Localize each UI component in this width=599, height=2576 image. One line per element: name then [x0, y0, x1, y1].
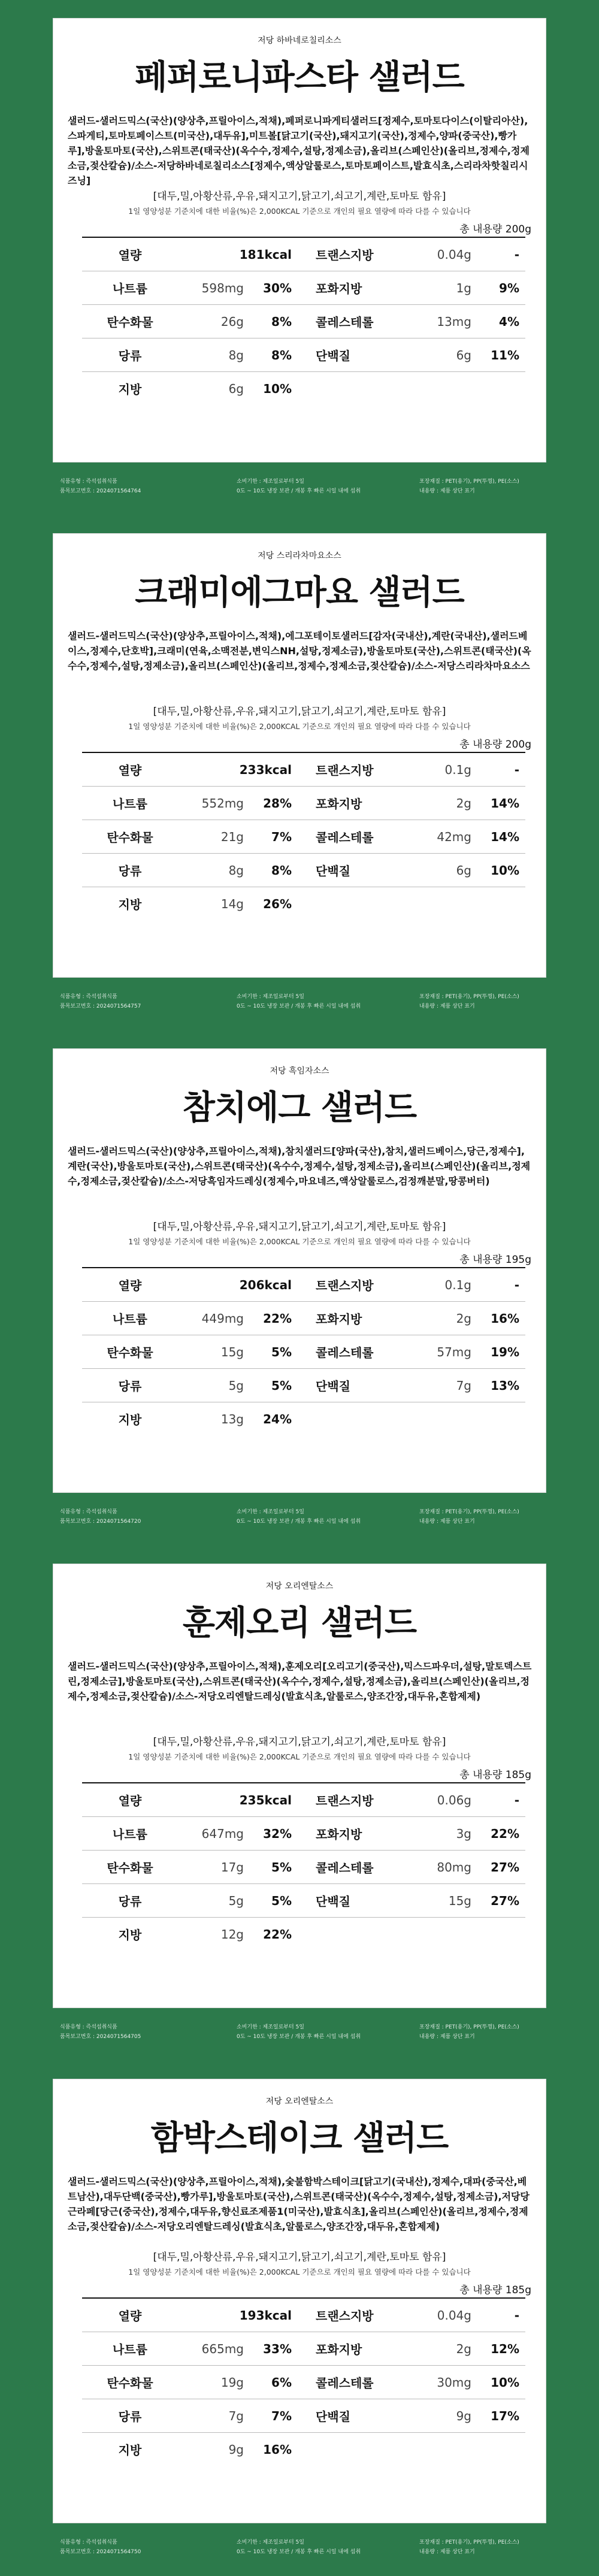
kcal-value: 235kcal	[239, 1792, 292, 1807]
cholesterol-label: 콜레스테롤	[316, 315, 374, 329]
carbs-label: 탄수화물	[107, 830, 153, 845]
daily-value-note: 1일 영양성분 기준치에 대한 비율(%)은 2,000KCAL 기준으로 개인의 필요 열량에 따라 다를 수 있습니다	[128, 1752, 471, 1761]
sugar-label: 당류	[118, 864, 142, 878]
sodium-label: 나트륨	[113, 1827, 147, 1842]
cholesterol-percent: 14%	[491, 829, 519, 844]
sodium-percent: 28%	[263, 796, 292, 811]
shelf-life: 소비기한 : 제조일로부터 5일	[237, 2539, 304, 2545]
sodium-amount: 449mg	[201, 1311, 244, 1326]
sodium-amount: 598mg	[201, 280, 244, 295]
shelf-life: 소비기한 : 제조일로부터 5일	[237, 479, 304, 485]
nutrition-row	[82, 2433, 525, 2466]
kcal-label: 열량	[118, 763, 142, 778]
protein-percent: 17%	[491, 2408, 519, 2423]
nutrition-row	[82, 2399, 525, 2433]
food-type: 식품유형 : 즉석섭취식품	[60, 994, 117, 1000]
carbs-label: 탄수화물	[107, 315, 153, 329]
product-section	[0, 1546, 599, 2061]
protein-amount: 7g	[456, 1378, 471, 1393]
sat-fat-label: 포화지방	[316, 282, 362, 296]
trans-fat-percent: -	[514, 1277, 519, 1292]
sugar-label: 당류	[118, 1894, 142, 1909]
nutrition-row	[82, 271, 525, 305]
sat-fat-label: 포화지방	[316, 1827, 362, 1842]
sat-fat-label: 포화지방	[316, 1312, 362, 1326]
sugar-percent: 5%	[271, 1378, 292, 1393]
product-section	[0, 1030, 599, 1546]
sat-fat-amount: 2g	[456, 1311, 471, 1326]
carbs-label: 탄수화물	[107, 1346, 153, 1360]
sugar-amount: 8g	[228, 863, 244, 878]
nutrition-table	[82, 1782, 525, 1951]
footer-product-info	[60, 1507, 141, 1526]
daily-value-note: 1일 영양성분 기준치에 대한 비율(%)은 2,000KCAL 기준으로 개인의 필요 열량에 따라 다를 수 있습니다	[128, 2267, 471, 2276]
protein-label: 단백질	[316, 864, 350, 878]
total-weight: 총 내용량 185g	[459, 2284, 531, 2296]
report-number: 품목보고번호 : 2024071564757	[60, 1003, 141, 1009]
nutrition-table	[82, 752, 525, 920]
nutrition-label-panel	[53, 1048, 546, 1493]
food-type: 식품유형 : 즉석섭취식품	[60, 1509, 117, 1515]
fat-amount: 6g	[228, 381, 244, 396]
sugar-percent: 5%	[271, 1893, 292, 1908]
sodium-percent: 32%	[263, 1826, 292, 1841]
cholesterol-amount: 13mg	[437, 314, 471, 329]
packaging-material: 포장재질 : PET(용기), PP(뚜껑), PE(소스)	[419, 2024, 519, 2030]
carbs-percent: 5%	[271, 1860, 292, 1874]
trans-fat-amount: 0.04g	[437, 247, 471, 262]
sugar-amount: 8g	[228, 347, 244, 362]
product-title: 페퍼로니파스타 샐러드	[135, 58, 464, 97]
kcal-label: 열량	[118, 2309, 142, 2323]
cholesterol-amount: 57mg	[437, 1344, 471, 1359]
protein-percent: 11%	[491, 347, 519, 362]
shelf-life: 소비기한 : 제조일로부터 5일	[237, 2024, 304, 2030]
carbs-amount: 21g	[220, 829, 244, 844]
kcal-value: 193kcal	[239, 2308, 292, 2323]
protein-label: 단백질	[316, 349, 350, 363]
cholesterol-label: 콜레스테롤	[316, 2376, 374, 2390]
sauce-subtitle: 저당 오리엔탈소스	[265, 2097, 334, 2106]
fat-label: 지방	[118, 382, 142, 397]
trans-fat-percent: -	[514, 247, 519, 262]
fat-label: 지방	[118, 2443, 142, 2457]
daily-value-note: 1일 영양성분 기준치에 대한 비율(%)은 2,000KCAL 기준으로 개인의 필요 열량에 따라 다를 수 있습니다	[128, 1237, 471, 1246]
fat-percent: 16%	[263, 2442, 292, 2457]
nutrition-row	[82, 1783, 525, 1817]
ingredients-text: 샐러드-샐러드믹스(국산)(양상추,프릴아이스,적채),페퍼로니파게티샐러드[정제수,토마토다이스(이탈리아산),스파게티,토마토페이스트(미국산),대두유],미트볼[닭고기(국산),돼지고기(국산),정제수,양파(중국산),빵가루],방울토마토(국산),스위트콘(태국산)(옥수수,정제수,설탕,정제소금),올리브(스페인산)(올리브,정제수,정제소금,젖산칼슘)/소스-저당하바네로칠리소스[정제수,액상알룰로스,토마토페이스트,발효식초,스리라차핫칠리시즈닝]	[68, 115, 530, 186]
nutrition-row	[82, 787, 525, 820]
packaging-material: 포장재질 : PET(용기), PP(뚜껑), PE(소스)	[419, 994, 519, 1000]
footer-product-info	[60, 2538, 141, 2557]
sodium-percent: 30%	[263, 280, 292, 295]
carbs-amount: 19g	[220, 2375, 244, 2390]
footer-package-info	[419, 992, 519, 1011]
sat-fat-amount: 3g	[456, 1826, 471, 1841]
protein-percent: 10%	[491, 863, 519, 878]
carbs-amount: 17g	[220, 1860, 244, 1874]
fat-percent: 24%	[263, 1411, 292, 1426]
carbs-percent: 5%	[271, 1344, 292, 1359]
carbs-percent: 7%	[271, 829, 292, 844]
sugar-amount: 5g	[228, 1893, 244, 1908]
cholesterol-amount: 42mg	[437, 829, 471, 844]
product-title: 함박스테이크 샐러드	[150, 2119, 449, 2158]
fat-amount: 14g	[220, 896, 244, 911]
protein-percent: 27%	[491, 1893, 519, 1908]
trans-fat-label: 트랜스지방	[316, 1278, 374, 1293]
carbs-label: 탄수화물	[107, 2376, 153, 2390]
cholesterol-percent: 10%	[491, 2375, 519, 2390]
nutrition-table	[82, 237, 525, 405]
sugar-label: 당류	[118, 1379, 142, 1393]
sodium-amount: 647mg	[201, 1826, 244, 1841]
nutrition-row	[82, 1884, 525, 1918]
fat-amount: 9g	[228, 2442, 244, 2457]
product-title: 훈제오리 샐러드	[182, 1604, 417, 1643]
kcal-value: 206kcal	[239, 1277, 292, 1292]
fat-percent: 26%	[263, 896, 292, 911]
nutrition-label-panel	[53, 18, 546, 462]
sodium-amount: 665mg	[201, 2341, 244, 2356]
packaging-material: 포장재질 : PET(용기), PP(뚜껑), PE(소스)	[419, 1509, 519, 1515]
ingredients-text: 샐러드-샐러드믹스(국산)(양상추,프릴아이스,적채),참치샐러드[양파(국산),참치,샐러드베이스,당근,정제수],계란(국산),방울토마토(국산),스위트콘(태국산)(옥수수,정제수,설탕,정제소금),올리브(스페인산)(올리브,정제수,정제소금,젖산칼슘)/소스-저당흑임자드레싱(정제수,마요네즈,액상알룰로스,검정깨분말,땅콩버터)	[68, 1145, 531, 1187]
cholesterol-label: 콜레스테롤	[316, 830, 374, 845]
packaging-material: 포장재질 : PET(용기), PP(뚜껑), PE(소스)	[419, 479, 519, 485]
nutrition-row	[82, 2366, 525, 2399]
fat-amount: 12g	[220, 1927, 244, 1942]
storage-note: 0도 ~ 10도 냉장 보관 / 개봉 후 빠른 시일 내에 섭취	[237, 1519, 361, 1525]
product-section	[0, 515, 599, 1030]
product-title: 크래미에그마요 샐러드	[135, 573, 464, 612]
footer-product-info	[60, 477, 141, 496]
sat-fat-amount: 2g	[456, 2341, 471, 2356]
nutrition-row	[82, 1817, 525, 1851]
sodium-percent: 22%	[263, 1311, 292, 1326]
fat-label: 지방	[118, 1928, 142, 1942]
carbs-amount: 15g	[220, 1344, 244, 1359]
cholesterol-percent: 19%	[491, 1344, 519, 1359]
nutrition-row	[82, 2332, 525, 2366]
kcal-value: 233kcal	[239, 762, 292, 777]
storage-note: 0도 ~ 10도 냉장 보관 / 개봉 후 빠른 시일 내에 섭취	[237, 2549, 361, 2555]
protein-percent: 13%	[491, 1378, 519, 1393]
trans-fat-label: 트랜스지방	[316, 248, 374, 262]
nutrition-row	[82, 338, 525, 372]
fat-label: 지방	[118, 897, 142, 912]
daily-value-note: 1일 영양성분 기준치에 대한 비율(%)은 2,000KCAL 기준으로 개인의 필요 열량에 따라 다를 수 있습니다	[128, 722, 471, 731]
report-number: 품목보고번호 : 2024071564764	[60, 488, 141, 494]
sat-fat-amount: 2g	[456, 796, 471, 811]
kcal-label: 열량	[118, 1794, 142, 1808]
sauce-subtitle: 저당 흑임자소스	[270, 1066, 329, 1076]
sodium-percent: 33%	[263, 2341, 292, 2356]
sugar-amount: 5g	[228, 1378, 244, 1393]
sugar-percent: 7%	[271, 2408, 292, 2423]
allergen-info: [대두,밀,아황산류,우유,돼지고기,닭고기,쇠고기,계란,토마토 함유]	[153, 1221, 446, 1233]
allergen-info: [대두,밀,아황산류,우유,돼지고기,닭고기,쇠고기,계란,토마토 함유]	[153, 2251, 446, 2263]
sat-fat-percent: 14%	[491, 796, 519, 811]
sauce-subtitle: 저당 스리라차마요소스	[258, 551, 341, 561]
ingredients-text: 샐러드-샐러드믹스(국산)(양상추,프릴아이스,적채),숯불함박스테이크[닭고기(국내산),정제수,대파(중국산,베트남산),대두단백(중국산),빵가루],방울토마토(국산),스위트콘(태국산)(옥수수,정제수,설탕,정제소금),저당당근라페[당근(중국산),정제수,대두유,향신료조제품1(미국산),발효식초],올리브(스페인산)(올리브,정제수,정제소금,젖산칼슘)/소스-저당오리엔탈드레싱(발효식초,알룰로스,양조간장,대두유,혼합제제)	[68, 2176, 530, 2232]
cholesterol-amount: 30mg	[437, 2375, 471, 2390]
nutrition-row	[82, 1851, 525, 1884]
nutrition-row	[82, 1302, 525, 1335]
carbs-percent: 6%	[271, 2375, 292, 2390]
sugar-amount: 7g	[228, 2408, 244, 2423]
trans-fat-label: 트랜스지방	[316, 1794, 374, 1808]
fat-percent: 22%	[263, 1927, 292, 1942]
food-type: 식품유형 : 즉석섭취식품	[60, 479, 117, 485]
ingredients-text: 샐러드-샐러드믹스(국산)(양상추,프릴아이스,적채),에그포테이토샐러드[감자(국내산),계란(국내산),샐러드베이스,정제수,단호박],크래미(연육,소맥전분,변익스NH,설탕,정제소금),방울토마토(국산),스위트콘(태국산)(옥수수,정제수,설탕,정제소금),올리브(스페인산)(올리브,정제수,정제소금,젖산칼슘)/소스-저당스리라차마요소스	[68, 630, 531, 672]
allergen-info: [대두,밀,아황산류,우유,돼지고기,닭고기,쇠고기,계란,토마토 함유]	[153, 706, 446, 718]
sugar-label: 당류	[118, 349, 142, 363]
sugar-label: 당류	[118, 2409, 142, 2424]
total-weight: 총 내용량 200g	[459, 739, 531, 751]
sat-fat-amount: 1g	[456, 280, 471, 295]
carbs-amount: 26g	[220, 314, 244, 329]
storage-note: 0도 ~ 10도 냉장 보관 / 개봉 후 빠른 시일 내에 섭취	[237, 2034, 361, 2040]
nutrition-row	[82, 1268, 525, 1302]
allergen-info: [대두,밀,아황산류,우유,돼지고기,닭고기,쇠고기,계란,토마토 함유]	[153, 1736, 446, 1748]
trans-fat-percent: -	[514, 2308, 519, 2323]
nutrition-row	[82, 2299, 525, 2332]
allergen-info: [대두,밀,아황산류,우유,돼지고기,닭고기,쇠고기,계란,토마토 함유]	[153, 191, 446, 202]
product-section	[0, 0, 599, 515]
ingredients-text: 샐러드-샐러드믹스(국산)(양상추,프릴아이스,적채),훈제오리[오리고기(중국산),믹스드파우더,설탕,말토덱스트린,정제소금],방울토마토(국산),스위트콘(태국산)(옥수수,정제수,설탕,정제소금),올리브(스페인산)(올리브,정제수,정제소금,젖산칼슘)/소스-저당오리엔탈드레싱(발효식초,알룰로스,양조간장,대두유,혼합제제)	[68, 1661, 532, 1702]
carbs-label: 탄수화물	[107, 1861, 153, 1875]
daily-value-note: 1일 영양성분 기준치에 대한 비율(%)은 2,000KCAL 기준으로 개인의 필요 열량에 따라 다를 수 있습니다	[128, 207, 471, 216]
cholesterol-label: 콜레스테롤	[316, 1861, 374, 1875]
fat-amount: 13g	[220, 1411, 244, 1426]
food-type: 식품유형 : 즉석섭취식품	[60, 2539, 117, 2545]
cholesterol-amount: 80mg	[437, 1860, 471, 1874]
protein-label: 단백질	[316, 2409, 350, 2424]
nutrition-row	[82, 305, 525, 338]
sodium-label: 나트륨	[113, 1312, 147, 1326]
nutrition-table	[82, 2297, 525, 2466]
sodium-amount: 552mg	[201, 796, 244, 811]
trans-fat-amount: 0.1g	[444, 762, 471, 777]
kcal-value: 181kcal	[239, 247, 292, 262]
total-weight: 총 내용량 200g	[459, 223, 531, 235]
protein-label: 단백질	[316, 1894, 350, 1909]
trans-fat-amount: 0.1g	[444, 1277, 471, 1292]
footer-package-info	[419, 1507, 519, 1526]
capacity-note: 내용량 : 제품 상단 표기	[419, 1519, 475, 1525]
sat-fat-label: 포화지방	[316, 797, 362, 811]
nutrition-table	[82, 1267, 525, 1435]
nutrition-label-panel	[53, 2079, 546, 2523]
sugar-percent: 8%	[271, 347, 292, 362]
nutrition-label-panel	[53, 533, 546, 978]
trans-fat-amount: 0.04g	[437, 2308, 471, 2323]
nutrition-label-panel	[53, 1564, 546, 2008]
protein-amount: 6g	[456, 863, 471, 878]
fat-percent: 10%	[263, 381, 292, 396]
report-number: 품목보고번호 : 2024071564720	[60, 1519, 141, 1525]
nutrition-row	[82, 854, 525, 887]
sat-fat-percent: 12%	[491, 2341, 519, 2356]
sat-fat-percent: 16%	[491, 1311, 519, 1326]
sat-fat-percent: 9%	[499, 280, 519, 295]
storage-note: 0도 ~ 10도 냉장 보관 / 개봉 후 빠른 시일 내에 섭취	[237, 488, 361, 494]
capacity-note: 내용량 : 제품 상단 표기	[419, 1003, 475, 1009]
sat-fat-percent: 22%	[491, 1826, 519, 1841]
report-number: 품목보고번호 : 2024071564750	[60, 2549, 141, 2555]
trans-fat-percent: -	[514, 762, 519, 777]
footer-package-info	[419, 2022, 519, 2042]
storage-note: 0도 ~ 10도 냉장 보관 / 개봉 후 빠른 시일 내에 섭취	[237, 1003, 361, 1009]
protein-amount: 9g	[456, 2408, 471, 2423]
sat-fat-label: 포화지방	[316, 2342, 362, 2357]
trans-fat-amount: 0.06g	[437, 1792, 471, 1807]
shelf-life: 소비기한 : 제조일로부터 5일	[237, 1509, 304, 1515]
sauce-subtitle: 저당 오리엔탈소스	[265, 1582, 334, 1591]
trans-fat-label: 트랜스지방	[316, 2309, 374, 2323]
sauce-subtitle: 저당 하바네로칠리소스	[258, 36, 341, 46]
capacity-note: 내용량 : 제품 상단 표기	[419, 488, 475, 494]
nutrition-row	[82, 1402, 525, 1435]
capacity-note: 내용량 : 제품 상단 표기	[419, 2549, 475, 2555]
total-weight: 총 내용량 195g	[459, 1254, 531, 1266]
footer-storage-info	[237, 1507, 361, 1526]
cholesterol-percent: 4%	[499, 314, 519, 329]
cholesterol-label: 콜레스테롤	[316, 1346, 374, 1360]
trans-fat-percent: -	[514, 1792, 519, 1807]
footer-storage-info	[237, 992, 361, 1011]
footer-product-info	[60, 992, 141, 1011]
protein-amount: 15g	[448, 1893, 471, 1908]
nutrition-row	[82, 1918, 525, 1951]
packaging-material: 포장재질 : PET(용기), PP(뚜껑), PE(소스)	[419, 2539, 519, 2545]
footer-package-info	[419, 2538, 519, 2557]
sugar-percent: 8%	[271, 863, 292, 878]
protein-label: 단백질	[316, 1379, 350, 1393]
report-number: 품목보고번호 : 2024071564705	[60, 2034, 141, 2040]
footer-storage-info	[237, 477, 361, 496]
nutrition-row	[82, 238, 525, 271]
nutrition-row	[82, 372, 525, 405]
sodium-label: 나트륨	[113, 2342, 147, 2357]
nutrition-row	[82, 887, 525, 920]
nutrition-row	[82, 1369, 525, 1402]
kcal-label: 열량	[118, 1278, 142, 1293]
carbs-percent: 8%	[271, 314, 292, 329]
footer-storage-info	[237, 2538, 361, 2557]
kcal-label: 열량	[118, 248, 142, 262]
footer-product-info	[60, 2022, 141, 2042]
nutrition-row	[82, 1335, 525, 1369]
product-section	[0, 2061, 599, 2576]
total-weight: 총 내용량 185g	[459, 1769, 531, 1781]
footer-storage-info	[237, 2022, 361, 2042]
nutrition-row	[82, 753, 525, 787]
cholesterol-percent: 27%	[491, 1860, 519, 1874]
protein-amount: 6g	[456, 347, 471, 362]
product-title: 참치에그 샐러드	[182, 1089, 417, 1127]
sodium-label: 나트륨	[113, 282, 147, 296]
nutrition-row	[82, 820, 525, 854]
footer-package-info	[419, 477, 519, 496]
shelf-life: 소비기한 : 제조일로부터 5일	[237, 994, 304, 1000]
capacity-note: 내용량 : 제품 상단 표기	[419, 2034, 475, 2040]
fat-label: 지방	[118, 1413, 142, 1427]
trans-fat-label: 트랜스지방	[316, 763, 374, 778]
food-type: 식품유형 : 즉석섭취식품	[60, 2024, 117, 2030]
sodium-label: 나트륨	[113, 797, 147, 811]
